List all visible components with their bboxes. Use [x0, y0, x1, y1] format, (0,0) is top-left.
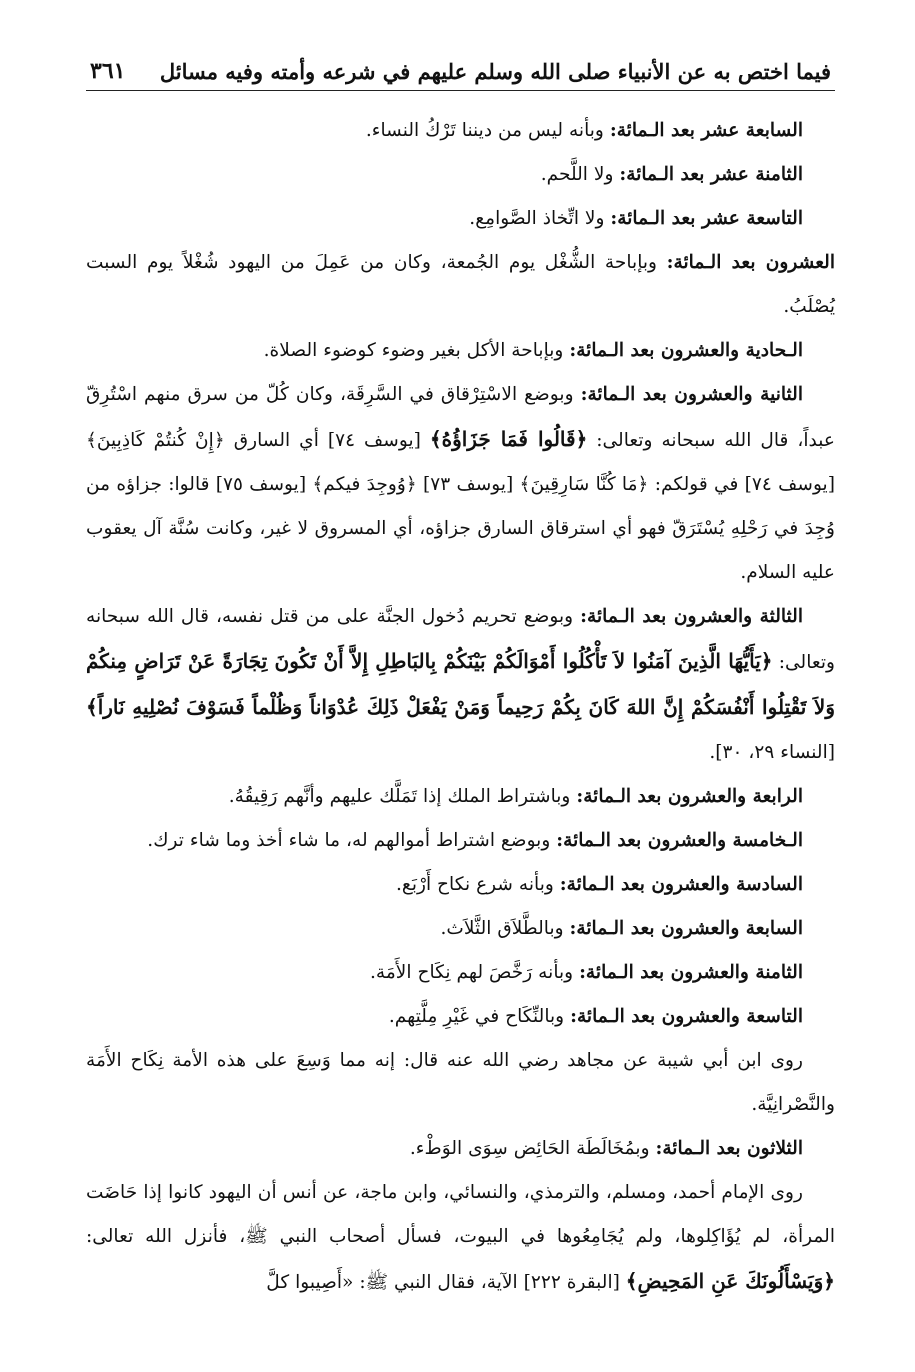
paragraph-label: الثالثة والعشرون بعد الـمائة: — [580, 606, 803, 627]
paragraph-label: الـحادية والعشرون بعد الـمائة: — [569, 340, 803, 361]
paragraph-text-continued: [البقرة ٢٢٢] الآية، فقال النبي ﷺ: «أَصِيبوا كلَّ — [266, 1272, 626, 1293]
paragraph-label: العشرون بعد الـمائة: — [666, 252, 835, 273]
paragraph-label: الثامنة عشر بعد الـمائة: — [619, 164, 803, 185]
paragraph-text: وبوضع الاسْتِرْقاق في السَّرِقَة، وكان كُلّ من سرق منهم اسْتُرِقّ عبداً، قال الله سبحانه وتعالى: — [86, 384, 835, 451]
paragraph-text: وبالطَّلاَق الثَّلاَث. — [440, 918, 570, 939]
paragraph-label: التاسعة والعشرون بعد الـمائة: — [570, 1006, 803, 1027]
paragraph-label: الرابعة والعشرون بعد الـمائة: — [576, 786, 803, 807]
page-number: ٣٦١ — [90, 58, 126, 84]
paragraph — [86, 819, 835, 863]
paragraph — [86, 863, 835, 907]
paragraph — [86, 373, 835, 595]
paragraph — [86, 951, 835, 995]
paragraph — [86, 995, 835, 1039]
paragraph-text: وبوضع تحريم دُخول الجنَّة على من قتل نفسه، قال الله سبحانه وتعالى: — [86, 606, 835, 673]
paragraph — [86, 1127, 835, 1171]
paragraph — [86, 329, 835, 373]
quran-verse: ﴿وَيَسْأَلُونَكَ عَنِ المَحِيضِ﴾ — [625, 1269, 835, 1293]
paragraph-text: ولا اتِّخاذ الصَّوامِع. — [469, 208, 611, 229]
paragraph-label: الثامنة والعشرون بعد الـمائة: — [579, 962, 803, 983]
paragraph-text: وبأنه رَخَّصَ لهم نِكَاح الأَمَة. — [369, 962, 580, 983]
paragraph — [86, 1039, 835, 1127]
paragraph-text: وبمُخَالَطَة الحَائِض سِوَى الوَطْء. — [409, 1138, 656, 1159]
paragraph-text: روى ابن أبي شيبة عن مجاهد رضي الله عنه قال: إنه مما وَسِعَ على هذه الأمة نِكَاح الأَمَة والنَّصْرانِيَّة. — [86, 1050, 835, 1115]
header-title: فيما اختص به عن الأنبياء صلى الله وسلم عليهم في شرعه وأمته وفيه مسائل — [159, 59, 831, 84]
quran-verse: ﴿يَأَيُّهَا الَّذِينَ آمَنُوا لاَ تَأْكُلُوا أَمْوَالَكُمْ بَيْنَكُمْ بِالبَاطِلِ إِلاَّ أَنْ تَكُونَ تِجَارَةً عَنْ تَرَاضٍ مِنكُمْ وَلاَ تَقْتِلُوا أَنْفُسَكُمْ إِنَّ اللهَ كَانَ بِكُمْ رَحِيماً وَمَنْ يَفْعَلْ ذَلِكَ عُدْوَاناً وَظُلْماً فَسَوْفَ نُصْلِيهِ نَاراً﴾ — [86, 649, 835, 719]
paragraph-label: التاسعة عشر بعد الـمائة: — [610, 208, 803, 229]
paragraph-label: السابعة عشر بعد الـمائة: — [609, 120, 803, 141]
paragraph-text: وباشتراط الملك إذا تَمَلَّك عليهم وأنَّهم رَقِيقُهُ. — [228, 786, 577, 807]
paragraph — [86, 775, 835, 819]
paragraph — [86, 907, 835, 951]
body-text — [86, 109, 835, 1305]
paragraph-text: وبوضع اشتراط أموالهم له، ما شاء أخذ وما شاء ترك. — [147, 830, 557, 851]
paragraph — [86, 241, 835, 329]
paragraph — [86, 1171, 835, 1305]
paragraph-text: وبإباحة الأكل بغير وضوء كوضوء الصلاة. — [263, 340, 570, 361]
paragraph — [86, 153, 835, 197]
paragraph-text: روى الإمام أحمد، ومسلم، والترمذي، والنسائي، وابن ماجة، عن أنس أن اليهود كانوا إذا حَاضَت المرأة، لم يُؤَاكِلوها، ولم يُجَامِعُوها في البيوت، فسأل أصحاب النبي ﷺ، فأنزل الله تعالى: — [86, 1182, 835, 1247]
paragraph — [86, 197, 835, 241]
paragraph-text-continued: [النساء ٢٩، ٣٠]. — [709, 742, 835, 763]
paragraph-label: السابعة والعشرون بعد الـمائة: — [569, 918, 803, 939]
paragraph-text: وبإباحة الشُّغْل يوم الجُمعة، وكان من عَمِلَ من اليهود شُغْلاً يوم السبت يُصْلَبُ. — [86, 252, 835, 317]
paragraph-text: وبالنِّكَاح في غَيْرِ مِلَّتِهم. — [388, 1006, 571, 1027]
paragraph-text: وبأنه ليس من ديننا تَرْكُ النساء. — [365, 120, 610, 141]
paragraph-label: الثانية والعشرون بعد الـمائة: — [580, 384, 803, 405]
paragraph-label: الـخامسة والعشرون بعد الـمائة: — [556, 830, 803, 851]
running-header — [86, 58, 835, 91]
paragraph — [86, 109, 835, 153]
paragraph-label: السادسة والعشرون بعد الـمائة: — [559, 874, 803, 895]
paragraph-text: ولا اللَّحم. — [540, 164, 620, 185]
paragraph-text-continued: [يوسف ٧٤] أي السارق ﴿إِنْ كُنتُمْ كَاذِبِينَ﴾ [يوسف ٧٤] في قولكم: ﴿مَا كُنَّا سَارِقِينَ﴾ [يوسف ٧٣] ﴿وُوجِدَ فيكم﴾ [يوسف ٧٥] قالوا: جزاؤه من وُجِدَ في رَحْلِهِ يُسْتَرَقّ فهو أي استرقاق السارق جزاؤه، أي المسروق لا غير، وكانت سُنَّة آل يعقوب عليه السلام. — [86, 430, 835, 583]
paragraph-label: الثلاثون بعد الـمائة: — [655, 1138, 803, 1159]
quran-verse: ﴿قَالُوا فَمَا جَزَاؤُهُ﴾ — [429, 427, 588, 451]
paragraph — [86, 595, 835, 775]
paragraph-text: وبأنه شرع نكاح أَرْبَع. — [396, 874, 560, 895]
